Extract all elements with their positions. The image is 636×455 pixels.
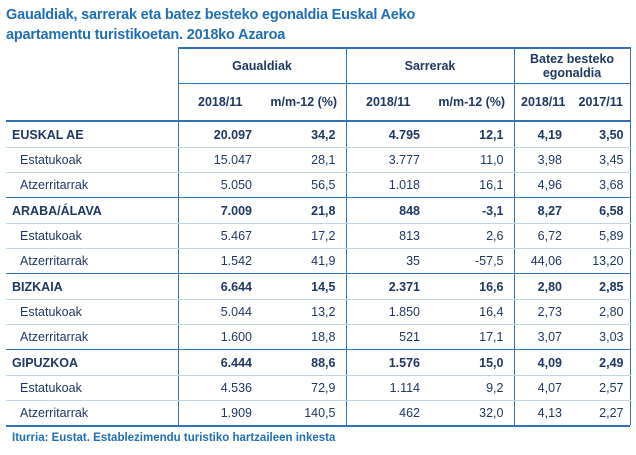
cell-sarrerak-variation: 17,1: [430, 325, 514, 350]
cell-sarrerak-variation: 16,1: [430, 173, 514, 198]
page-title: [0, 0, 636, 47]
cell-sarrerak-value: 1.018: [346, 173, 430, 198]
cell-gaualdiak-value: 6.644: [178, 274, 262, 300]
cell-gaualdiak-value: 1.909: [178, 401, 262, 426]
cell-sarrerak-value: 1.576: [346, 350, 430, 376]
cell-sarrerak-value: 1.850: [346, 300, 430, 325]
row-label: GIPUZKOA: [6, 350, 178, 376]
cell-egonaldia-2017: 3,03: [572, 325, 630, 350]
cell-gaualdiak-value: 6.444: [178, 350, 262, 376]
cell-gaualdiak-variation: 14,5: [262, 274, 346, 300]
cell-sarrerak-variation: 15,0: [430, 350, 514, 376]
cell-gaualdiak-value: 15.047: [178, 148, 262, 173]
sub-header-egonaldia-2017-11: 2017/11: [572, 84, 630, 122]
cell-gaualdiak-variation: 88,6: [262, 350, 346, 376]
cell-gaualdiak-value: 7.009: [178, 198, 262, 224]
table-row: [6, 350, 630, 376]
cell-egonaldia-2018: 44,06: [514, 249, 572, 274]
table-row: [6, 148, 630, 173]
cell-sarrerak-value: 1.114: [346, 376, 430, 401]
table-group-header-row: [6, 48, 630, 84]
cell-gaualdiak-variation: 17,2: [262, 224, 346, 249]
cell-gaualdiak-variation: 13,2: [262, 300, 346, 325]
cell-egonaldia-2017: 5,89: [572, 224, 630, 249]
cell-egonaldia-2017: 13,20: [572, 249, 630, 274]
cell-gaualdiak-variation: 72,9: [262, 376, 346, 401]
cell-egonaldia-2018: 4,19: [514, 121, 572, 148]
cell-egonaldia-2017: 2,85: [572, 274, 630, 300]
cell-egonaldia-2018: 2,73: [514, 300, 572, 325]
cell-gaualdiak-variation: 140,5: [262, 401, 346, 426]
group-header-gaualdiak: Gaualdiak: [178, 48, 346, 84]
page-title-line-1: Gaualdiak, sarrerak eta batez besteko egonaldia Euskal Aeko: [6, 7, 416, 23]
cell-gaualdiak-variation: 21,8: [262, 198, 346, 224]
table-row: [6, 401, 630, 426]
cell-sarrerak-variation: 11,0: [430, 148, 514, 173]
table-row: [6, 376, 630, 401]
table-sub-header-row: [6, 84, 630, 122]
cell-gaualdiak-value: 5.044: [178, 300, 262, 325]
sub-header-empty: [6, 84, 178, 122]
cell-gaualdiak-variation: 41,9: [262, 249, 346, 274]
cell-gaualdiak-variation: 56,5: [262, 173, 346, 198]
cell-egonaldia-2017: 2,80: [572, 300, 630, 325]
sub-header-gaualdiak-2018-11: 2018/11: [178, 84, 262, 122]
cell-egonaldia-2017: 3,45: [572, 148, 630, 173]
row-label: Estatukoak: [6, 376, 178, 401]
cell-gaualdiak-variation: 34,2: [262, 121, 346, 148]
cell-egonaldia-2017: 2,49: [572, 350, 630, 376]
cell-egonaldia-2017: 3,68: [572, 173, 630, 198]
cell-gaualdiak-value: 4.536: [178, 376, 262, 401]
row-label: Atzerritarrak: [20, 406, 89, 421]
cell-sarrerak-value: 4.795: [346, 121, 430, 148]
row-label: Atzerritarrak: [6, 173, 178, 198]
cell-egonaldia-2018: 8,27: [514, 198, 572, 224]
cell-gaualdiak-value: 20.097: [178, 121, 262, 148]
sub-header-gaualdiak-variation: m/m-12 (%): [262, 84, 346, 122]
cell-sarrerak-variation: 2,6: [430, 224, 514, 249]
group-header-sarrerak: Sarrerak: [346, 48, 514, 84]
table-row: [6, 274, 630, 300]
cell-sarrerak-value: 813: [346, 224, 430, 249]
cell-egonaldia-2017: 2,57: [572, 376, 630, 401]
row-label: BIZKAIA: [6, 274, 178, 300]
cell-sarrerak-variation: 32,0: [430, 401, 514, 426]
cell-egonaldia-2017: 2,27: [572, 401, 630, 426]
cell-sarrerak-value: 521: [346, 325, 430, 350]
cell-egonaldia-2017: 3,50: [572, 121, 630, 148]
row-label: Atzerritarrak: [6, 249, 178, 274]
table-row: [6, 249, 630, 274]
cell-sarrerak-value: 848: [346, 198, 430, 224]
cell-gaualdiak-variation: 28,1: [262, 148, 346, 173]
table-row: [6, 325, 630, 350]
table-row: [6, 300, 630, 325]
table-body: [6, 121, 630, 425]
cell-gaualdiak-value: 5.467: [178, 224, 262, 249]
cell-egonaldia-2018: 4,13: [537, 406, 562, 421]
cell-sarrerak-variation: -57,5: [430, 249, 514, 274]
cell-sarrerak-variation: 9,2: [430, 376, 514, 401]
cell-sarrerak-value: 3.777: [346, 148, 430, 173]
source-note: Iturria: Eustat. Establezimendu turistiko hartzaileen inkesta: [6, 425, 630, 444]
cell-egonaldia-2018: 3,07: [514, 325, 572, 350]
row-label: EUSKAL AE: [6, 121, 178, 148]
sub-header-sarrerak-variation: m/m-12 (%): [430, 84, 514, 122]
page-title-line-2: apartamentu turistikoetan. 2018ko Azaroa: [6, 26, 286, 43]
cell-egonaldia-2018: 3,98: [514, 148, 572, 173]
cell-egonaldia-2018: 4,96: [514, 173, 572, 198]
table-header: [6, 48, 630, 121]
sub-header-egonaldia-2018-11: 2018/11: [514, 84, 572, 122]
cell-sarrerak-variation: 16,6: [430, 274, 514, 300]
row-label: Atzerritarrak: [6, 325, 178, 350]
table-row: [6, 224, 630, 249]
cell-egonaldia-2018: 6,72: [514, 224, 572, 249]
cell-egonaldia-2017: 6,58: [572, 198, 630, 224]
cell-sarrerak-variation: 12,1: [430, 121, 514, 148]
cell-egonaldia-2018: 2,80: [514, 274, 572, 300]
cell-gaualdiak-value: 1.600: [178, 325, 262, 350]
cell-egonaldia-2018: 4,07: [514, 376, 572, 401]
cell-sarrerak-variation: -3,1: [430, 198, 514, 224]
sub-header-sarrerak-2018-11: 2018/11: [346, 84, 430, 122]
cell-gaualdiak-variation: 18,8: [262, 325, 346, 350]
row-label: Estatukoak: [6, 148, 178, 173]
cell-sarrerak-value: 35: [346, 249, 430, 274]
table-row: [6, 121, 630, 148]
row-label: Estatukoak: [6, 224, 178, 249]
cell-sarrerak-value: 462: [399, 406, 420, 421]
statistics-table: [6, 47, 631, 425]
table-row: [6, 198, 630, 224]
row-label: Estatukoak: [6, 300, 178, 325]
cell-sarrerak-variation: 16,4: [430, 300, 514, 325]
cell-egonaldia-2018: 4,09: [514, 350, 572, 376]
row-label: ARABA/ÁLAVA: [6, 198, 178, 224]
cell-sarrerak-value: 2.371: [346, 274, 430, 300]
table-row: [6, 173, 630, 198]
group-header-batez-besteko-egonaldia: Batez besteko egonaldia: [514, 48, 630, 84]
corner-cell: [6, 48, 178, 84]
cell-gaualdiak-value: 5.050: [178, 173, 262, 198]
cell-gaualdiak-value: 1.542: [178, 249, 262, 274]
